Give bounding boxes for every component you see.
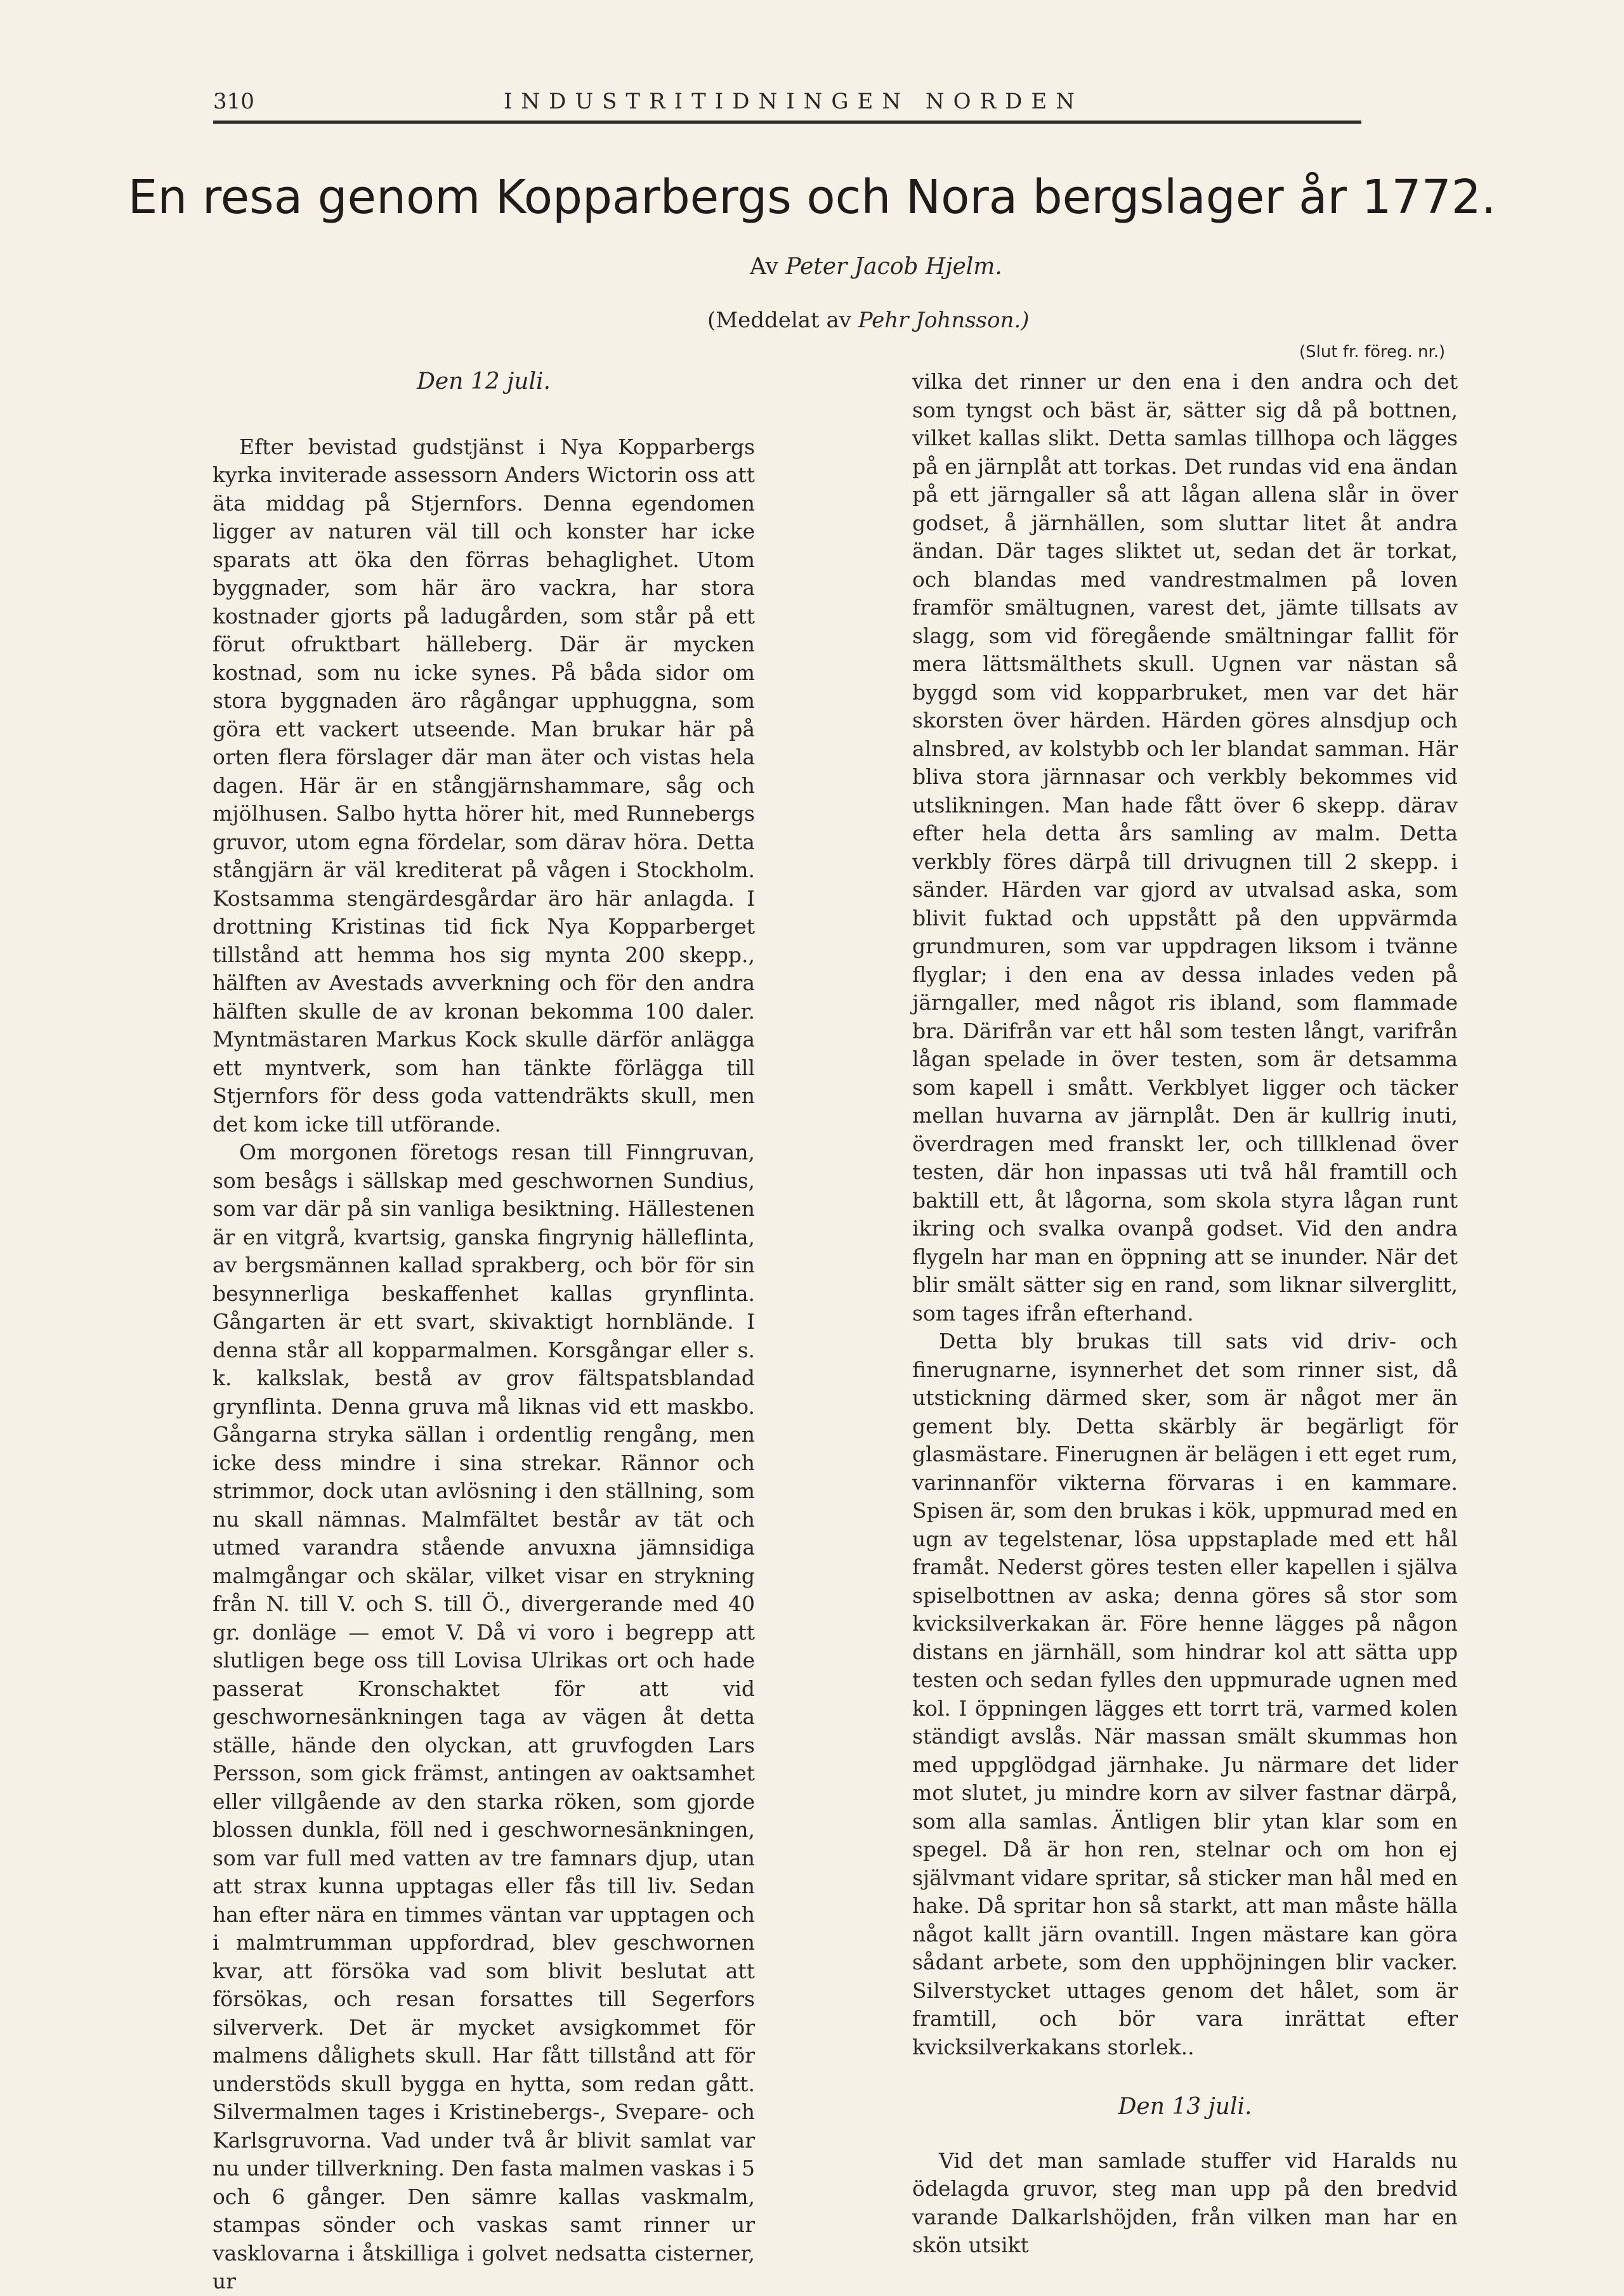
left-column [213, 368, 755, 2296]
communicated-by [707, 308, 1029, 333]
date-heading-july-12: Den 12 juli. [417, 369, 551, 395]
page-header [213, 82, 1361, 124]
communicated-prefix: (Meddelat av [707, 308, 851, 333]
byline-prefix: Av [750, 254, 778, 280]
author-name: Peter Jacob Hjelm. [785, 254, 1002, 280]
paragraph: Vid det man samlade stuffer vid Haralds nu ödelagda gruvor, steg man upp på den bredvid varande Dalkarlshöjden, från vilken man har en skön utsikt [912, 2148, 1458, 2257]
continued-note: (Slut fr. föreg. nr.) [1299, 342, 1446, 362]
paragraph: Detta bly brukas till sats vid driv- och finerugnarne, isynnerhet det som rinner sist, då utstickning därmed sker, som är något mer än gement bly. Detta skärbly är begärligt för glasmästare. Finerugnen är belägen i ett eget rum, varinnanför vikterna förvaras i en kammare. Spisen är, som den brukas i kök, uppmurad med en ugn av tegelstenar, lösa uppstaplade med ett hål framåt. Nederst göres testen eller kapellen i själva spiselbottnen av aska; denna göres så stor som kvicksilverkakan är. Före henne lägges på någon distans en järnhäll, som hindrar kol att sätta upp testen och sedan fylles den uppmurade ugnen med kol. I öppningen lägges ett torrt trä, varmed kolen ständigt avslås. När massan smält skummas hon med uppglödgad järnhake. Ju närmare det lider mot slutet, ju mindre korn av silver fastnar därpå, som alla samlas. Äntligen blir ytan klar som en spegel. Då är hon ren, stelnar och om hon ej självmant vidare spritar, så sticker man hål med en hake. Då spritar hon så starkt, att man måste hälla något kallt järn ovantill. Ingen mästare kan göra sådant arbete, som den upphöjningen blir vacker. Silverstycket uttages genom det hålet, som är framtill, och bör vara inrättat efter kvicksilverkakans storlek.. [912, 1329, 1458, 2059]
page-number: 310 [213, 89, 254, 114]
communicator-name: Pehr Johnsson.) [858, 308, 1030, 333]
paragraph: Om morgonen företogs resan till Finngruvan, som besågs i sällskap med geschwornen Sundius, som var där på sin vanliga besiktning. Hällestenen är en vitgrå, kvartsig, ganska fingrynig hälleflinta, av bergsmännen kallad sprakberg, och bör för sin besynnerliga beskaffenhet kallas grynflinta. Gångarten är ett svart, skivaktigt hornbländе. I denna står all kopparmalmen. Korsgångar eller s. k. kalkslak, bestå av grov fältspatsblandad grynflinta. Denna gruva må liknas vid ett maskbo. Gångarna stryka sällan i ordentlig rengång, men icke dess mindre i sina strekar. Rännor och strimmor, dock utan avlösning i den ställning, som nu skall nämnas. Malmfältet består av tät och utmed varandra stående anvuxna jämnsidiga malmgångar och skälar, vilket visar en strykning från N. till V. och S. till Ö., divergerande med 40 gr. donläge — emot V. Då vi voro i begrepp att slutligen bege oss till Lovisa Ulrikas ort och hade passerat Kronschaktet för att vid geschwornesänkningen taga av vägen åt detta ställe, hände den olyckan, att gruvfogden Lars Persson, som gick främst, antingen av oaktsamhet eller villgående av den starka röken, som gjorde blossen dunkla, föll ned i geschwornesänkningen, som var full med vatten av tre famnars djup, utan att strax kunna upptagas eller fås till liv. Sedan han efter nära en timmes väntan var upptagen och i malmtrumman uppfordrad, blev geschwornen kvar, att försöka vad som blivit beslutat att försökas, och resan forsattes till Segerfors silververk. Det är mycket avsigkommet för malmens dålighets skull. Har fått tillstånd att för understöds skull bygga en hytta, som redan gått. Silvermalmen tages i Kristinebergs-, Svepare- och Karlsgruvorna. Vad under två år blivit samlat var nu under tillverkning. Den fasta malmen vaskas i 5 och 6 gånger. Den sämre kallas vaskmalm, stampas sönder och vaskas samt rinner ur vasklovarna i åtskilliga i golvet nedsatta cisterner, ur [213, 1140, 755, 2293]
byline [750, 254, 1002, 280]
right-column [912, 368, 1458, 2260]
running-head: INDUSTRITIDNINGEN NORDEN [504, 89, 1084, 114]
paragraph: Efter bevistad gudstjänst i Nya Kopparbergs kyrka inviterade assessorn Anders Wictorin oss att äta middag på Stjernfors. Denna egendomen ligger av naturen väl till och konster har icke sparats att öka den förras behaglighet. Utom byggnader, som här äro vackra, har stora kostnader gjorts på ladugården, som står på ett förut ofruktbart hälleberg. Där är mycken kostnad, som nu icke synes. På båda sidor om stora byggnaden äro rågångar upphuggna, som göra ett vackert utseende. Man brukar här på orten flera förslager där man äter och vistas hela dagen. Här är en stångjärnshammare, såg och mjölhusen. Salbo hytta hörer hit, med Runnebergs gruvor, utom egna fördelar, som därav höra. Detta stångjärn är väl krediterat på vågen i Stockholm. Kostsamma stengärdesgårdar äro här anlagda. I drottning Kristinas tid fick Nya Kopparberget tillstånd att hemma hos sig mynta 200 skepp., hälften av Avestads avverkning och för den andra hälften skulle de av kronan bekomma 100 daler. Myntmästaren Markus Kock skulle därför anlägga ett myntverk, som han tänkte förlägga till Stjernfors för dess goda vattendräkts skull, men det kom icke till utförande. [213, 434, 755, 1137]
paragraph: vilka det rinner ur den ena i den andra och det som tyngst och bäst är, sätter sig då på bottnen, vilket kallas slikt. Detta samlas tillhopa och lägges på en järnplåt att torkas. Det rundas vid ena ändan på ett järngaller så att lågan allena slår in över godset, å järnhällen, som sluttar litet åt andra ändan. Där tages sliktet ut, sedan det är torkat, och blandas med vandrestmalmen på loven framför smältugnen, varest det, jämte tillsats av slagg, som vid föregående smältningar fallit för mera lättsmälthets skull. Ugnen var nästan så byggd som vid kopparbruket, men var det här skorsten över härden. Härden göres alnsdjup och alnsbred, av kolstybb och ler blandat samman. Här bliva stora järnnasar och verkbly bekommes vid utslikningen. Man hade fått över 6 skepp. därav efter hela detta års samling av malm. Detta verkbly föres därpå till drivugnen till 2 skepp. i sänder. Härden var gjord av utvalsad aska, som blivit fuktad och uppstått på den uppvärmda grundmuren, som var uppdragen liksom i tvänne flyglar; i den ena av dessa inlades veden på järngaller, med något ris ibland, som flammade bra. Därifrån var ett hål som testen långt, varifrån lågan spelade in över testen, som är detsamma som kapell i smått. Verkblyet ligger och täcker mellan huvarna av järnplåt. Den är kullrig inuti, överdragen med franskt ler, och tillklenad över testen, där hon inpassas uti två hål framtill och baktill ett, åt lågorna, som skola styra lågan runt ikring och svalka ovanpå godset. Vid den andra flygeln har man en öppning att se inunder. När det blir smält sätter sig en rand, som liknar silverglitt, som tages ifrån efterhand. [912, 369, 1458, 1326]
article-title: En resa genom Kopparbergs och Nora bergslager år 1772. [128, 170, 1496, 225]
date-heading-july-13: Den 13 juli. [1118, 2094, 1252, 2120]
